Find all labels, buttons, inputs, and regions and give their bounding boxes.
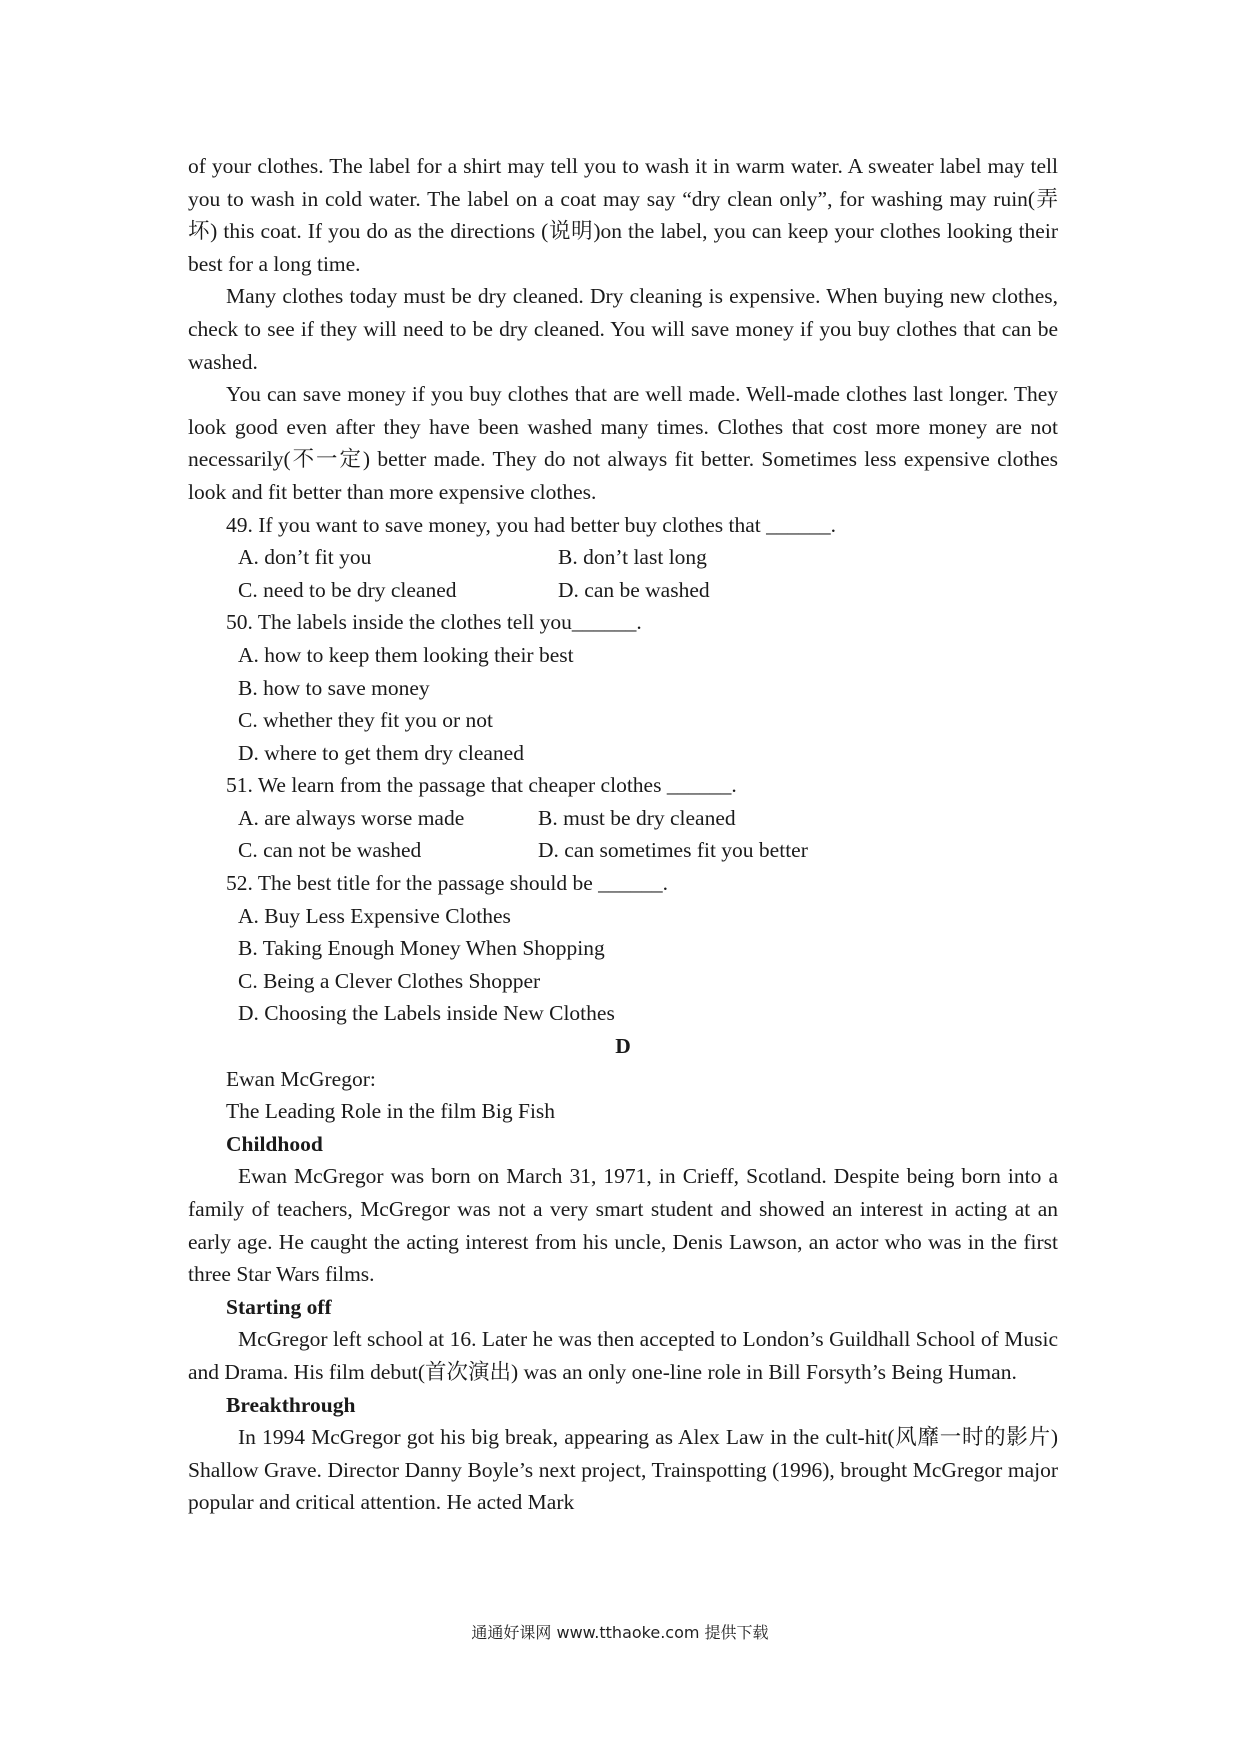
option-a: A. how to keep them looking their best <box>238 642 574 667</box>
passage-c-paragraph-2: Many clothes today must be dry cleaned. Dry cleaning is expensive. When buying new clothes, check to see if they will need to be dry cleaned. You will save money if you buy clothes that can be washed. <box>188 284 1058 374</box>
option-c: C. whether they fit you or not <box>238 708 493 733</box>
question-52 <box>188 867 1058 1030</box>
option-b: B. must be dry cleaned <box>538 805 736 830</box>
document-page <box>188 150 1058 1519</box>
question-50 <box>188 606 1058 769</box>
paragraph-breakthrough: In 1994 McGregor got his big break, appearing as Alex Law in the cult-hit(风靡一时的影片) Shallow Grave. Director Danny Boyle’s next project, Trainspotting (1996), brought McGregor major popular and critical attention. He acted Mark <box>188 1425 1058 1515</box>
page-footer: 通通好课网 www.tthaoke.com 提供下载 <box>471 1623 769 1642</box>
question-49 <box>188 509 1058 607</box>
option-c: C. can not be washed <box>238 838 422 863</box>
option-c: C. need to be dry cleaned <box>238 577 457 602</box>
option-b: B. Taking Enough Money When Shopping <box>238 936 605 961</box>
passage-c-paragraph-1: of your clothes. The label for a shirt may tell you to wash it in warm water. A sweater label may tell you to wash in cold water. The label on a coat may say “dry clean only”, for washing may ruin(弄坏) this coat. If you do as the directions (说明)on the label, you can keep your clothes looking their best for a long time. <box>188 154 1058 276</box>
option-b: B. don’t last long <box>558 545 707 570</box>
paragraph-starting-off: McGregor left school at 16. Later he was then accepted to London’s Guildhall School of Music and Drama. His film debut(首次演出) was an only one-line role in Bill Forsyth’s Being Human. <box>188 1327 1058 1384</box>
question-stem: 52. The best title for the passage should be ______. <box>226 871 669 896</box>
section-letter: D <box>615 1034 631 1059</box>
paragraph-childhood: Ewan McGregor was born on March 31, 1971, in Crieff, Scotland. Despite being born into a family of teachers, McGregor was not a very smart student and showed an interest in acting at an early age. He caught the acting interest from his uncle, Denis Lawson, an actor who was in the first three Star Wars films. <box>188 1164 1058 1287</box>
option-a: A. don’t fit you <box>238 545 372 570</box>
heading-childhood: Childhood <box>226 1131 323 1156</box>
option-a: A. Buy Less Expensive Clothes <box>238 903 511 928</box>
option-b: B. how to save money <box>238 675 430 700</box>
option-d: D. Choosing the Labels inside New Clothes <box>238 1001 615 1026</box>
question-stem: 49. If you want to save money, you had better buy clothes that ______. <box>226 512 837 537</box>
option-c: C. Being a Clever Clothes Shopper <box>238 968 541 993</box>
heading-starting-off: Starting off <box>226 1294 332 1319</box>
question-stem: 51. We learn from the passage that cheaper clothes ______. <box>226 773 737 798</box>
passage-c-paragraph-3: You can save money if you buy clothes that are well made. Well-made clothes last longer. They look good even after they have been washed many times. Clothes that cost more money are not necessarily(不一定) better made. They do not always fit better. Sometimes less expensive clothes look and fit better than more expensive clothes. <box>188 382 1058 504</box>
option-d: D. can be washed <box>558 577 710 602</box>
option-d: D. where to get them dry cleaned <box>238 740 524 765</box>
option-a: A. are always worse made <box>238 805 465 830</box>
question-stem: 50. The labels inside the clothes tell you______. <box>226 610 642 635</box>
passage-d-title-line-1: Ewan McGregor: <box>226 1066 376 1091</box>
question-51 <box>188 769 1058 867</box>
passage-d-title-line-2: The Leading Role in the film Big Fish <box>226 1099 556 1124</box>
heading-breakthrough: Breakthrough <box>226 1392 356 1417</box>
option-d: D. can sometimes fit you better <box>538 838 808 863</box>
